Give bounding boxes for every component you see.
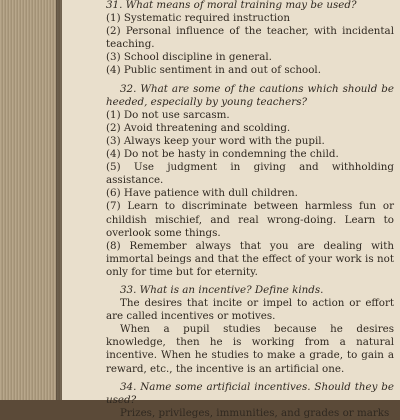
question-number: 33. bbox=[120, 283, 137, 296]
question-31-heading bbox=[106, 0, 394, 12]
list-item: (1) Do not use sarcasm. bbox=[106, 108, 230, 121]
list-item: (6) Have patience with dull children. bbox=[106, 187, 298, 200]
question-33-heading bbox=[106, 284, 394, 297]
question-number: 34. bbox=[120, 380, 137, 393]
list-item: (4) Public sentiment in and out of school. bbox=[106, 64, 321, 77]
question-number: 31. bbox=[106, 0, 123, 11]
question-34-heading bbox=[106, 381, 394, 407]
page-text bbox=[106, 0, 394, 420]
question-text: What means of moral training may be used? bbox=[125, 0, 357, 11]
question-32-heading bbox=[106, 83, 394, 109]
list-item: (3) School discipline in general. bbox=[106, 51, 272, 64]
question-text: What is an incentive? Define kinds. bbox=[139, 283, 324, 296]
book-page bbox=[62, 0, 400, 419]
paragraph: When a pupil studies because he desires knowledge, then he is working from a natural incentive. When he studies to make a grade, to gain a reward, etc., the incentive is an artificial one. bbox=[106, 323, 394, 375]
paragraph: The desires that incite or impel to action or effort are called incentives or motives. bbox=[106, 297, 394, 323]
paragraph: Prizes, privileges, immunities, and grades or marks bbox=[120, 406, 390, 419]
list-item: (8) Remember always that you are dealing with immortal beings and that the effect of your work is not only for time but for eternity. bbox=[106, 239, 394, 278]
list-item: (4) Do not be hasty in condemning the child. bbox=[106, 148, 339, 161]
question-text: What are some of the cautions which should be heeded, especially by young teachers? bbox=[106, 82, 394, 108]
list-item: (7) Learn to discriminate between harmless fun or childish mischief, and real wrong-doing. Learn to overlook some things. bbox=[106, 200, 394, 239]
list-item: (2) Avoid threatening and scolding. bbox=[106, 121, 291, 134]
list-item: (5) Use judgment in giving and withholding assistance. bbox=[106, 161, 394, 187]
list-item: (3) Always keep your word with the pupil. bbox=[106, 134, 325, 147]
list-item: (2) Personal influence of the teacher, with incidental teaching. bbox=[106, 25, 394, 51]
question-text: Name some artificial incentives. Should they be used? bbox=[106, 380, 394, 406]
question-number: 32. bbox=[120, 82, 137, 95]
list-item: (1) Systematic required instruction bbox=[106, 12, 290, 25]
book-page-edges bbox=[0, 0, 62, 400]
